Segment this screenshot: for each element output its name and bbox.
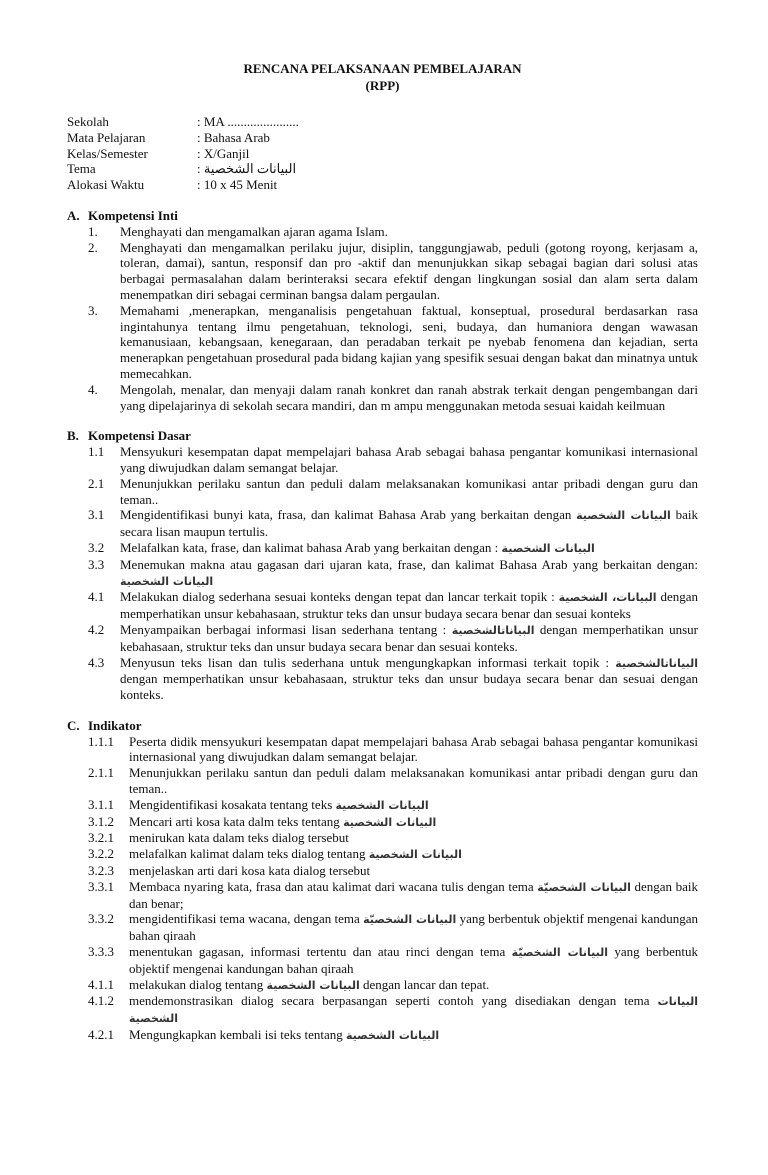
- arabic-theme-text: البيانات الشخصية: [266, 978, 360, 992]
- list-item: [67, 622, 698, 655]
- item-text-main: melakukan dialog tentang: [129, 976, 264, 992]
- arabic-theme-text: البياناتالشخصية: [615, 656, 699, 670]
- item-text: [129, 814, 698, 831]
- section-kompetensi-inti: [67, 208, 698, 413]
- list-item: [67, 734, 698, 766]
- item-text: [129, 944, 698, 977]
- item-text: [129, 846, 698, 863]
- identity-value: : X/Ganjil: [197, 145, 250, 161]
- item-text: [129, 1027, 698, 1044]
- list-item: [67, 830, 698, 846]
- item-number: 1.1.1: [88, 733, 114, 749]
- item-text: [129, 734, 698, 766]
- identity-value: : Bahasa Arab: [197, 129, 270, 145]
- item-text-main: Melafalkan kata, frase, dan kalimat bahasa Arab yang berkaitan dengan :: [120, 539, 499, 555]
- item-text-main: Peserta didik mensyukuri kesempatan dapat mempelajari bahasa Arab sebagai bahasa pengantar komunikasi internasional yang diwujudkan dalam semangat belajar.: [129, 733, 698, 765]
- item-text: [120, 589, 698, 622]
- identity-label: Alokasi Waktu: [67, 177, 145, 193]
- list-item: [67, 977, 698, 994]
- item-number: 3.3.3: [88, 944, 114, 960]
- item-number: 4.2.1: [88, 1027, 114, 1043]
- item-number: 2.1: [88, 475, 105, 491]
- item-number: 3.1.1: [88, 796, 114, 812]
- list-item: [67, 476, 698, 508]
- item-text-main: Mensyukuri kesempatan dapat mempelajari bahasa Arab sebagai bahasa pengantar komunikasi internasional yang diwujudkan dalam semangat belajar.: [120, 444, 698, 475]
- identity-label: Tema: [67, 161, 96, 177]
- item-text-main: Menghayati dan mengamalkan perilaku jujur, disiplin, tanggungjawab, peduli (gotong royong, kerjasam a, toleran, damai), santun, responsif dan pro -aktif dan menunjukkan sikap sebagai bagian dari solusi atas berbagai permasalahan dalam berinteraksi secara efektif dengan lingkungan sosial dan alam serta dalam menempatkan diri sebagai cerminan bangsa dalam pergaulan.: [120, 239, 698, 302]
- item-text: [120, 444, 698, 476]
- item-text: [129, 879, 698, 912]
- arabic-theme-text: البيانات الشخصية: [368, 848, 462, 862]
- list-item: [67, 507, 698, 540]
- item-number: 2.: [88, 239, 98, 255]
- item-text-main: menentukan gagasan, informasi tertentu dan atau rinci dengan tema: [129, 944, 506, 960]
- section-title: Indikator: [88, 717, 142, 733]
- item-text-main: Mengidentifikasi kosakata tentang teks: [129, 796, 333, 812]
- item-text-after: dengan lancar dan tepat.: [362, 976, 490, 992]
- item-text: [120, 303, 698, 382]
- item-number: 4.2: [88, 621, 105, 637]
- item-text: [129, 993, 698, 1027]
- item-text-main: Menunjukkan perilaku santun dan peduli dalam melaksanakan komunikasi antar pribadi dengan guru dan teman..: [129, 765, 698, 797]
- item-number: 4.1: [88, 589, 105, 605]
- item-text-main: Mencari arti kosa kata dalm teks tentang: [129, 813, 340, 829]
- arabic-theme-text: البيانات، الشخصية: [558, 591, 657, 605]
- section-letter: C.: [67, 717, 80, 733]
- item-text: [129, 911, 698, 944]
- item-number: 3.3.1: [88, 878, 114, 894]
- item-number: 4.1.2: [88, 993, 114, 1009]
- list-item: [67, 797, 698, 814]
- item-text: [120, 382, 698, 414]
- item-number: 4.3: [88, 654, 105, 670]
- section-kompetensi-dasar: [67, 428, 698, 703]
- identity-value: : MA ......................: [197, 114, 299, 129]
- item-text-after: dengan memperhatikan unsur kebahasaan, struktur teks dan unsur budaya secara benar dan sesuai konteks.: [120, 621, 698, 654]
- section-indikator: [67, 718, 698, 1044]
- item-text: [120, 476, 698, 508]
- item-text-main: Mengidentifikasi bunyi kata, frasa, dan kalimat Bahasa Arab yang berkaitan dengan: [120, 507, 572, 523]
- section-heading: [67, 718, 698, 734]
- item-text: [120, 507, 698, 540]
- item-number: 3.2.1: [88, 830, 114, 846]
- item-text-after: yang berbentuk objektif mengenai kandungan bahan qiraah: [129, 911, 699, 944]
- identity-row: [67, 130, 698, 146]
- item-text-after: baik secara lisan maupun tertulis.: [120, 507, 699, 540]
- item-text-main: Menunjukkan perilaku santun dan peduli dalam melaksanakan komunikasi antar pribadi dengan guru dan teman..: [120, 475, 698, 507]
- document-title: RENCANA PELAKSANAAN PEMBELAJARAN: [243, 61, 522, 76]
- item-number: 4.1.1: [88, 976, 114, 992]
- item-text-main: Menyampaikan berbagai informasi lisan sederhana tentang :: [120, 621, 447, 637]
- list-item: [67, 557, 698, 590]
- item-text-main: Memahami ,menerapkan, menganalisis pengetahuan faktual, konseptual, prosedural berdasarkan rasa ingintahunya tentang ilmu pengetahuan, teknologi, seni, budaya, dan humaniora dengan wawasan kemanusiaan, kebangsaan, kenegaraan, dan peradaban terkait pe nyebab fenomena dan kejadian, serta menerapkan pengetahuan prosedural pada bidang kajian yang spesifik sesuai dengan bakat dan minatnya untuk memecahkan.: [120, 302, 698, 381]
- arabic-theme-text: البيانات الشخصية: [343, 815, 437, 829]
- item-text-main: Menyusun teks lisan dan tulis sederhana untuk mengungkapkan informasi terkait topik :: [120, 654, 610, 670]
- list-item: [67, 765, 698, 797]
- item-text-after: yang berbentuk objektif mengenai kandungan bahan qiraah: [129, 944, 699, 976]
- list-item: [67, 814, 698, 831]
- item-text-main: mendemonstrasikan dialog secara berpasangan seperti contoh yang disediakan dengan tema: [129, 993, 650, 1009]
- section-title: Kompetensi Dasar: [88, 428, 191, 444]
- list-item: [67, 879, 698, 912]
- arabic-theme-text: البيانات الشخصيّة: [537, 880, 631, 894]
- arabic-theme-text: البيانات الشخصيّة: [363, 913, 457, 927]
- item-text-main: Mengungkapkan kembali isi teks tentang: [129, 1027, 343, 1043]
- item-number: 3.1.2: [88, 813, 114, 829]
- identity-label: Mata Pelajaran: [67, 129, 146, 145]
- arabic-theme-text: البياناتالشخصية: [451, 623, 535, 637]
- identity-row: [67, 177, 698, 193]
- list-item: [67, 240, 698, 303]
- identity-value: : 10 x 45 Menit: [197, 177, 278, 193]
- item-text: [129, 765, 698, 797]
- item-text-main: Menemukan makna atau gagasan dari ujaran kata, frase, dan kalimat Bahasa Arab yang berkaitan dengan:: [120, 556, 698, 572]
- list-item: [67, 846, 698, 863]
- list-item: [67, 1027, 698, 1044]
- section-title: Kompetensi Inti: [88, 207, 178, 223]
- document-page: [67, 60, 698, 1044]
- item-text-main: melafalkan kalimat dalam teks dialog tentang: [129, 846, 366, 862]
- list-item: [67, 589, 698, 622]
- document-subtitle: (RPP): [365, 78, 400, 93]
- item-number: 3.: [88, 302, 98, 318]
- item-text: [120, 540, 698, 557]
- item-text: [120, 224, 698, 240]
- item-number: 4.: [88, 381, 98, 397]
- item-text: [120, 240, 698, 303]
- item-number: 3.3.2: [88, 911, 114, 927]
- item-text: [129, 797, 698, 814]
- item-text-after: dengan baik dan benar;: [129, 878, 699, 911]
- list-item: [67, 444, 698, 476]
- arabic-theme-text: البيانات الشخصية: [501, 541, 595, 555]
- list-item: [67, 382, 698, 414]
- arabic-theme-text: البيانات الشخصيّة: [511, 946, 608, 960]
- arabic-theme-text: البيانات الشخصية: [120, 574, 214, 588]
- section-heading: [67, 208, 698, 224]
- item-text-main: mengidentifikasi tema wacana, dengan tema: [129, 911, 360, 927]
- item-text-main: Menghayati dan mengamalkan ajaran agama Islam.: [120, 223, 388, 239]
- identity-row: [67, 146, 698, 162]
- arabic-theme-text: البيانات الشخصية: [345, 1029, 440, 1043]
- identity-block: [67, 114, 698, 193]
- item-number: 1.1: [88, 444, 105, 460]
- identity-row: [67, 114, 698, 130]
- item-number: 3.1: [88, 507, 105, 523]
- item-text-after: dengan memperhatikan unsur kebahasaan, struktur teks dan unsur budaya secara benar dan sesuai dengan konteks.: [120, 671, 698, 703]
- item-text: [129, 863, 698, 879]
- arabic-theme-text: البيانات الشخصية: [335, 798, 429, 812]
- item-text-main: Mengolah, menalar, dan menyaji dalam ranah konkret dan ranah abstrak terkait dengan pengembangan dari yang dipelajarinya di sekolah secara mandiri, dan m ampu menggunakan metoda sesuai kaidah keilmuan: [120, 381, 698, 413]
- section-letter: B.: [67, 428, 79, 444]
- item-number: 3.2.2: [88, 846, 114, 862]
- item-text-after: dengan memperhatikan unsur kebahasaan, struktur teks dan unsur budaya secara benar dan sesuai konteks: [120, 589, 699, 622]
- item-text: [120, 622, 698, 655]
- identity-label: Sekolah: [67, 114, 109, 129]
- list-item: [67, 993, 698, 1027]
- item-text-main: menirukan kata dalam teks dialog tersebut: [129, 830, 349, 846]
- list-item: [67, 944, 698, 977]
- item-text: [129, 977, 698, 994]
- item-text: [120, 557, 698, 590]
- list-item: [67, 863, 698, 879]
- item-text: [129, 830, 698, 846]
- list-item: [67, 655, 698, 703]
- item-number: 3.2: [88, 539, 105, 555]
- item-text-main: Membaca nyaring kata, frasa dan atau kalimat dari wacana tulis dengan tema: [129, 878, 534, 894]
- section-letter: A.: [67, 207, 80, 223]
- item-text-main: Melakukan dialog sederhana sesuai konteks dengan tepat dan lancar terkait topik :: [120, 589, 555, 605]
- identity-label: Kelas/Semester: [67, 145, 148, 161]
- item-text-main: menjelaskan arti dari kosa kata dialog tersebut: [129, 863, 371, 879]
- item-number: 2.1.1: [88, 765, 114, 781]
- section-heading: [67, 428, 698, 444]
- identity-value: : البيانات الشخصية: [197, 161, 297, 177]
- list-item: [67, 911, 698, 944]
- identity-row: [67, 161, 698, 177]
- item-number: 1.: [88, 223, 98, 239]
- item-text: [120, 655, 698, 703]
- list-item: [67, 303, 698, 382]
- item-number: 3.3: [88, 556, 105, 572]
- arabic-theme-text: البيانات الشخصية: [129, 995, 698, 1026]
- list-item: [67, 224, 698, 240]
- list-item: [67, 540, 698, 557]
- item-number: 3.2.3: [88, 863, 114, 879]
- arabic-theme-text: البيانات الشخصية: [576, 509, 671, 523]
